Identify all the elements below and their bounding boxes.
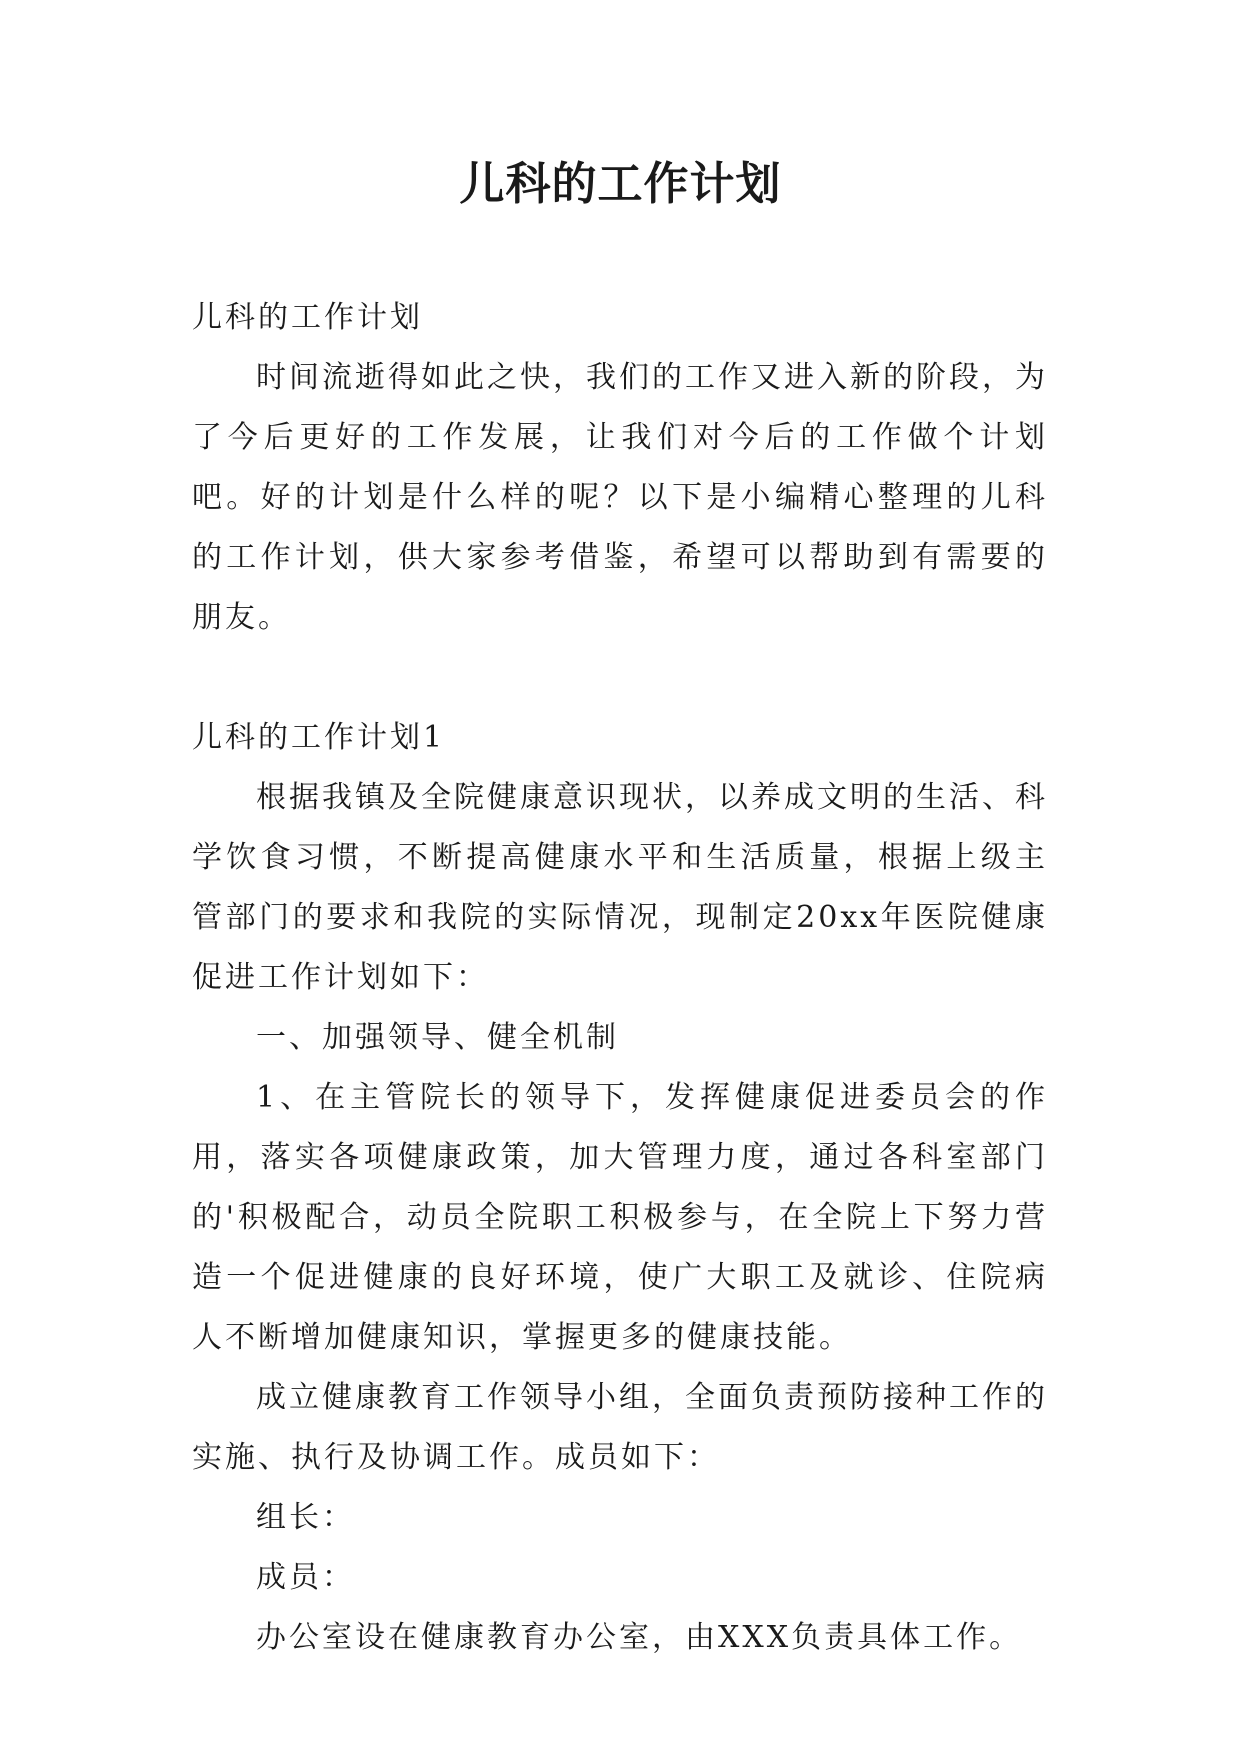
- document-body: [192, 288, 1048, 1668]
- subtitle: 儿科的工作计划: [192, 300, 423, 335]
- paragraph-item-1: 1、在主管院长的领导下，发挥健康促进委员会的作用，落实各项健康政策，加大管理力度，通过各科室部门的'积极配合，动员全院职工积极参与，在全院上下努力营造一个促进健康的良好环境，使广大职工及就诊、住院病人不断增加健康知识，掌握更多的健康技能。: [192, 1080, 1048, 1355]
- section-heading: 儿科的工作计划1: [192, 720, 446, 755]
- team-leader-label: 组长：: [256, 1500, 355, 1535]
- document-title: 儿科的工作计划: [459, 157, 782, 210]
- paragraph-team: 成立健康教育工作领导小组，全面负责预防接种工作的实施、执行及协调工作。成员如下：: [192, 1380, 1048, 1475]
- team-members-label: 成员：: [256, 1560, 355, 1595]
- section-spacer: [192, 648, 1048, 708]
- office-paragraph: 办公室设在健康教育办公室，由XXX负责具体工作。: [256, 1620, 1023, 1655]
- paragraph-background: 根据我镇及全院健康意识现状，以养成文明的生活、科学饮食习惯，不断提高健康水平和生活质量，根据上级主管部门的要求和我院的实际情况，现制定20xx年医院健康促进工作计划如下：: [192, 780, 1048, 995]
- heading-leadership: 一、加强领导、健全机制: [256, 1020, 619, 1055]
- intro-paragraph: 时间流逝得如此之快，我们的工作又进入新的阶段，为了今后更好的工作发展，让我们对今后的工作做个计划吧。好的计划是什么样的呢？以下是小编精心整理的儿科的工作计划，供大家参考借鉴，希望可以帮助到有需要的朋友。: [192, 360, 1048, 635]
